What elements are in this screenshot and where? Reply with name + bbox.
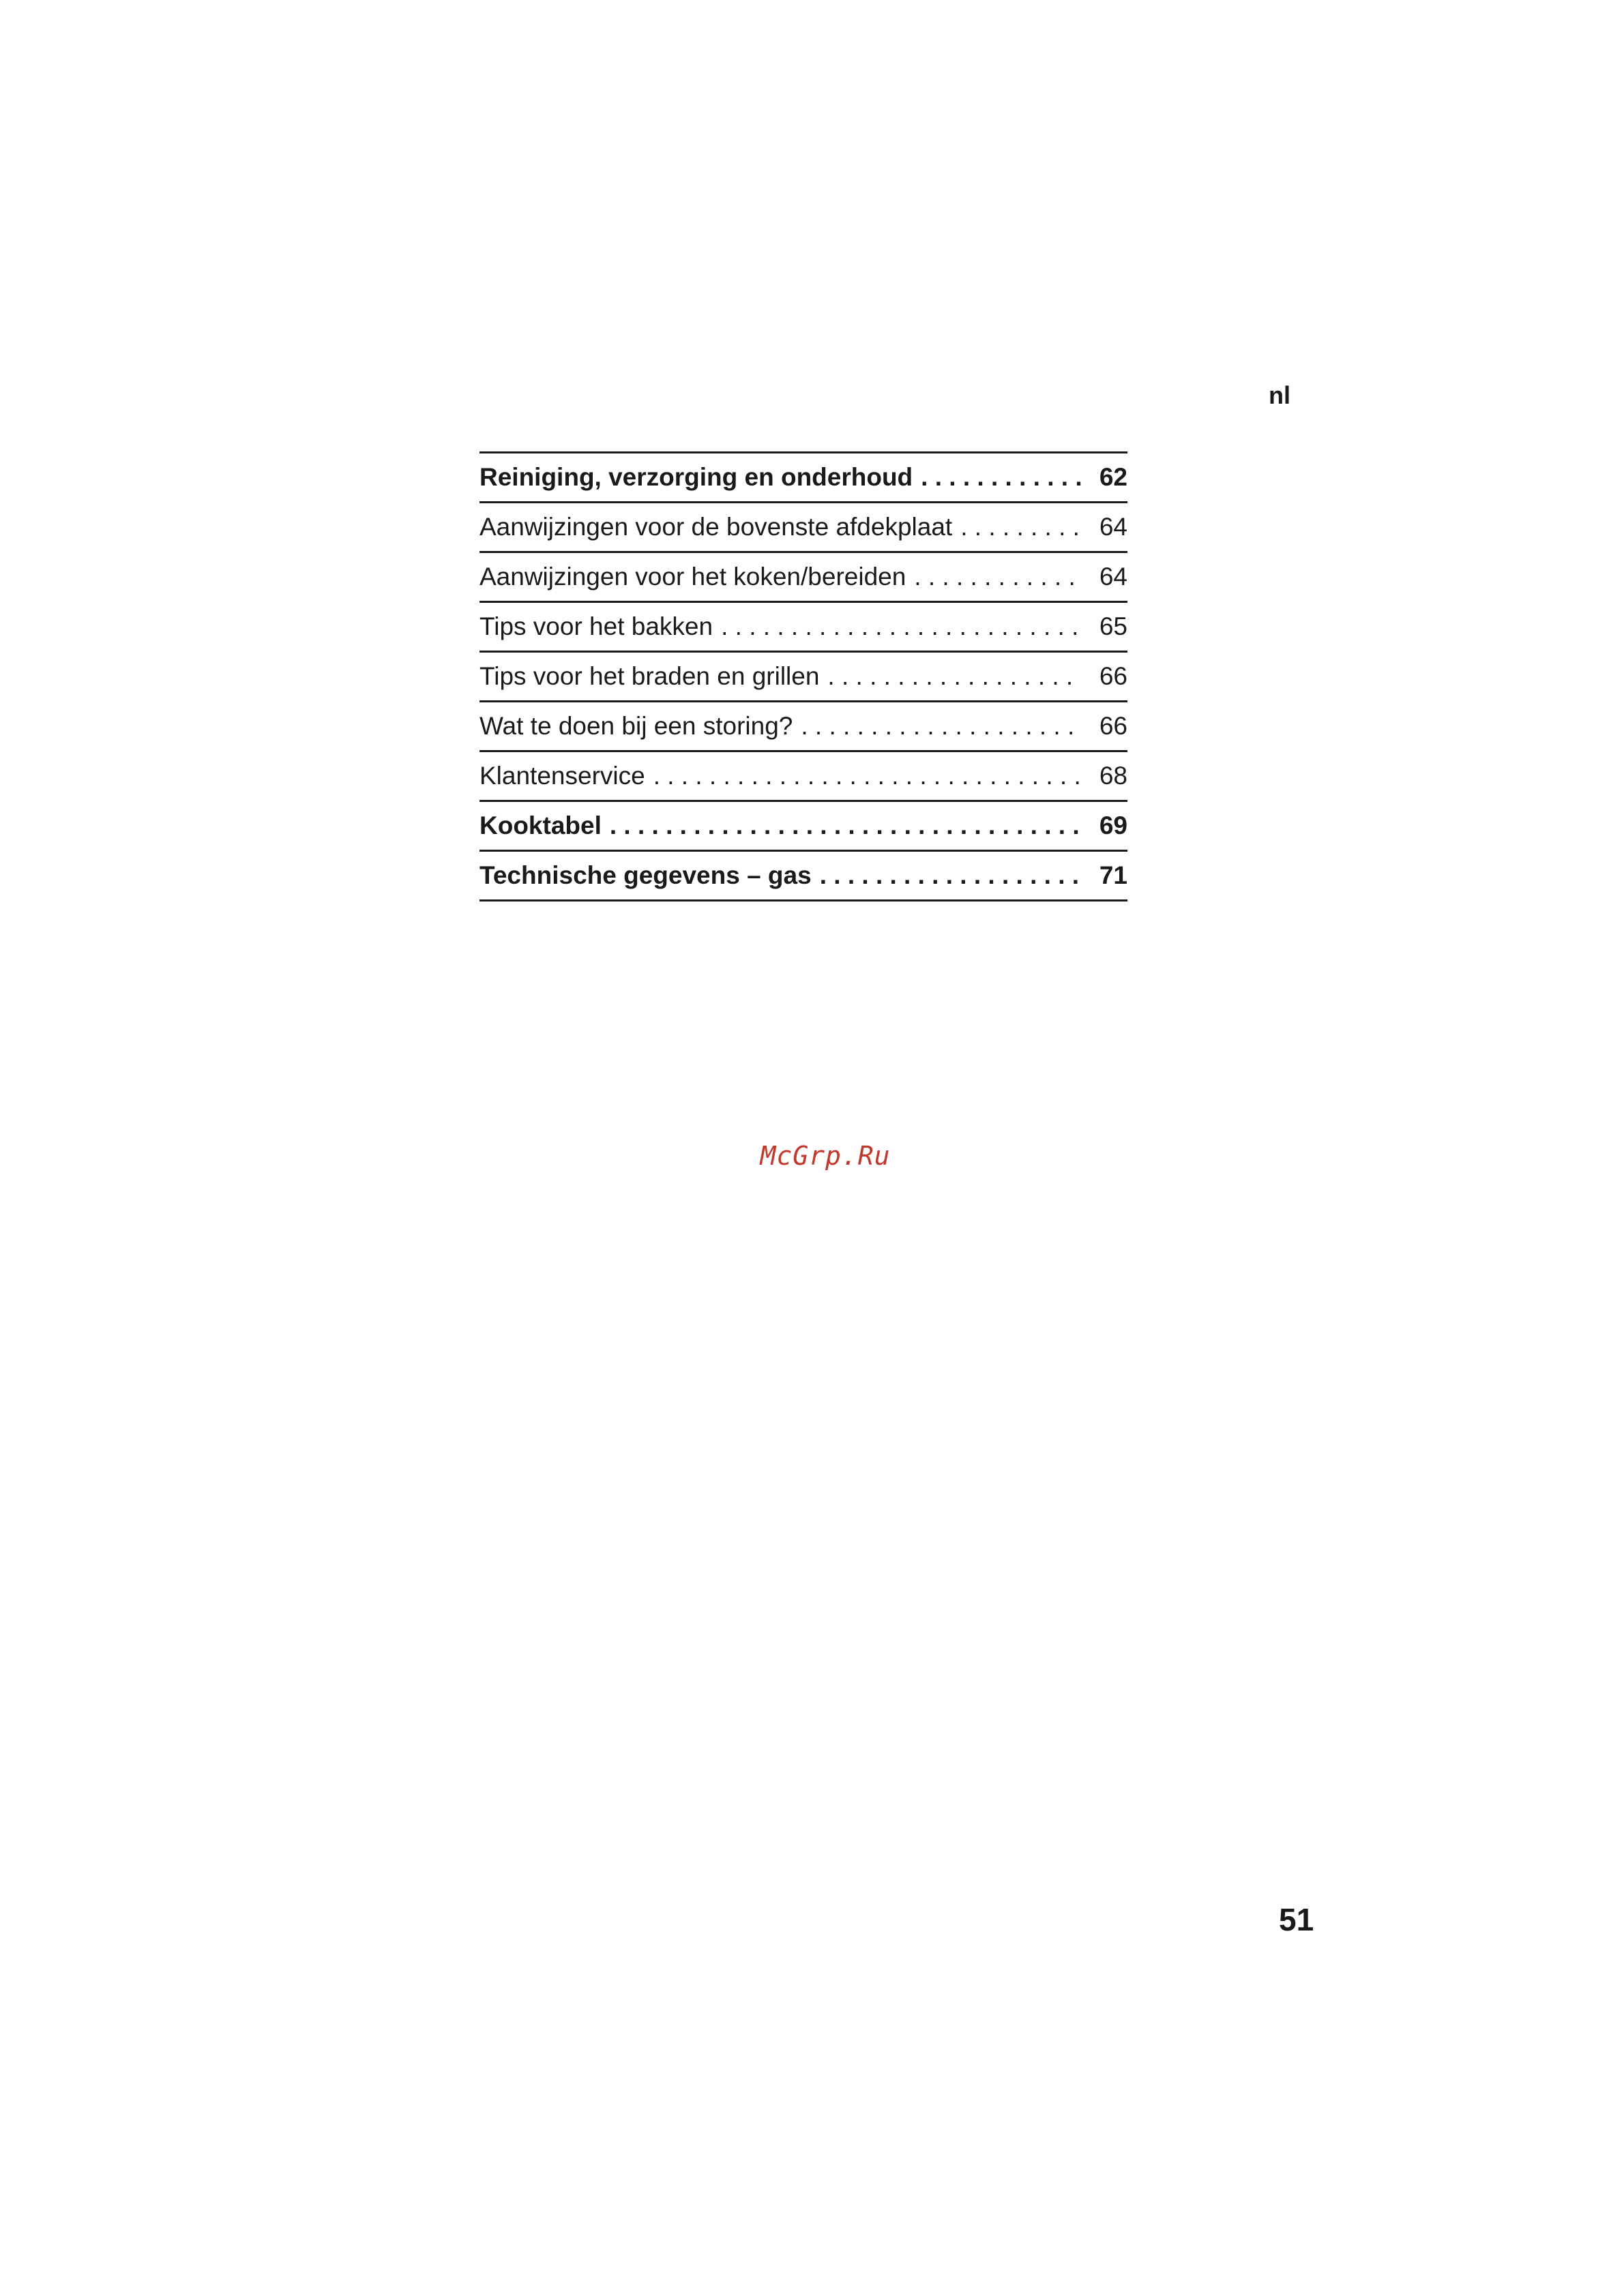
- toc-dot-leader: [921, 463, 1081, 492]
- watermark: McGrp.Ru: [760, 1141, 891, 1171]
- toc-entry-title: Reiniging, verzorging en onderhoud: [479, 463, 913, 491]
- toc-entry[interactable]: [479, 802, 1127, 852]
- toc-entry[interactable]: [479, 653, 1127, 702]
- page-number: 51: [1279, 1902, 1314, 1937]
- toc-entry-title: Kooktabel: [479, 811, 602, 839]
- toc-entry-page: 66: [1099, 712, 1127, 740]
- toc-entry-page: 64: [1099, 563, 1127, 591]
- toc-entry-title: Wat te doen bij een storing?: [479, 712, 793, 740]
- toc-dot-leader: [820, 861, 1081, 890]
- toc-entry-page: 69: [1099, 811, 1127, 839]
- table-of-contents: [479, 451, 1127, 901]
- toc-entry-title: Tips voor het braden en grillen: [479, 662, 820, 690]
- toc-dot-leader: [960, 513, 1081, 541]
- toc-entry-page: 68: [1099, 762, 1127, 790]
- language-code: nl: [1269, 381, 1290, 409]
- toc-entry[interactable]: [479, 503, 1127, 553]
- toc-entry-title: Aanwijzingen voor het koken/bereiden: [479, 563, 906, 591]
- toc-entry[interactable]: [479, 603, 1127, 653]
- toc-entry[interactable]: [479, 752, 1127, 802]
- toc-entry-title: Technische gegevens – gas: [479, 861, 812, 889]
- toc-entry[interactable]: [479, 852, 1127, 901]
- toc-entry-title: Tips voor het bakken: [479, 612, 713, 640]
- toc-entry-page: 71: [1099, 861, 1127, 889]
- toc-entry-page: 62: [1099, 463, 1127, 491]
- toc-dot-leader: [827, 662, 1081, 691]
- toc-entry[interactable]: [479, 702, 1127, 752]
- toc-entry-page: 66: [1099, 662, 1127, 690]
- toc-entry-page: 64: [1099, 513, 1127, 541]
- toc-entry-page: 65: [1099, 612, 1127, 640]
- toc-entry[interactable]: [479, 453, 1127, 503]
- toc-dot-leader: [653, 762, 1081, 790]
- toc-dot-leader: [801, 712, 1081, 741]
- toc-dot-leader: [610, 811, 1081, 840]
- toc-entry[interactable]: [479, 553, 1127, 603]
- toc-dot-leader: [914, 563, 1081, 591]
- toc-entry-title: Klantenservice: [479, 762, 645, 790]
- toc-dot-leader: [721, 612, 1081, 641]
- toc-entry-title: Aanwijzingen voor de bovenste afdekplaat: [479, 513, 953, 541]
